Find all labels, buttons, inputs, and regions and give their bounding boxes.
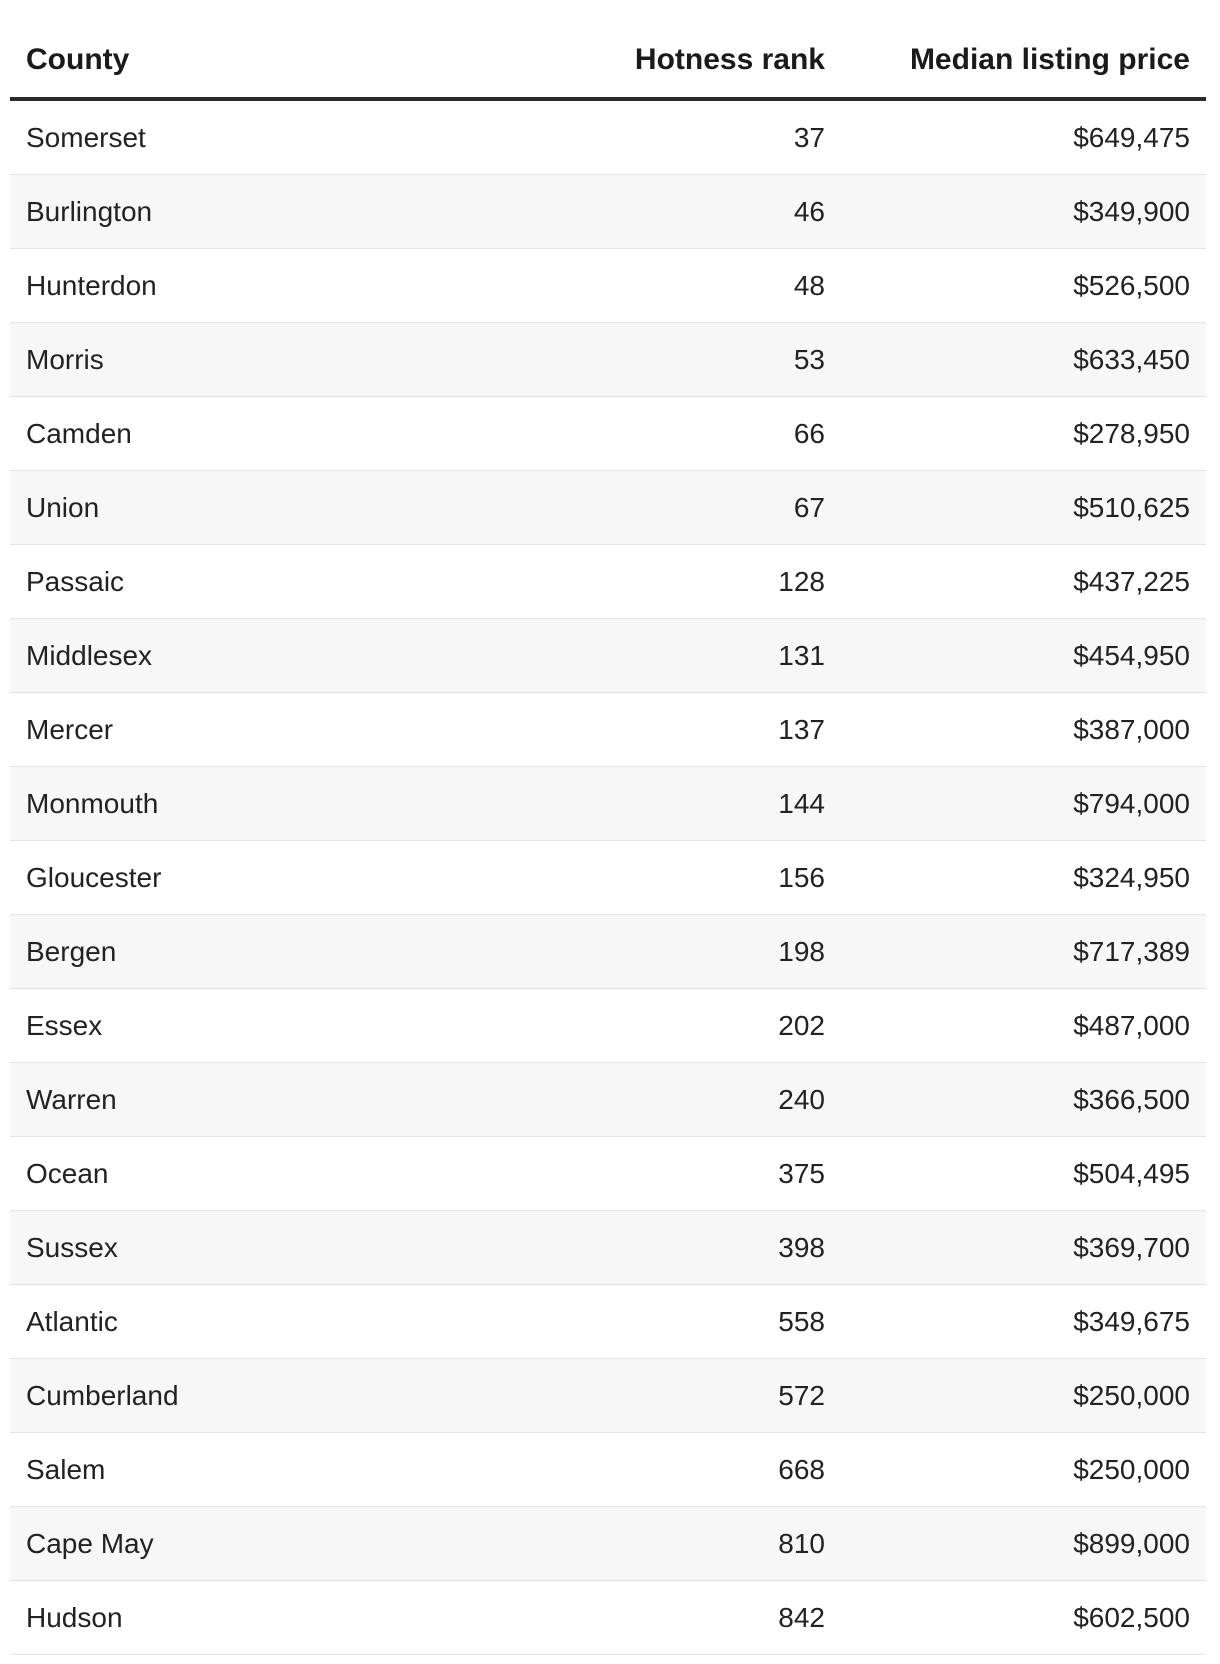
median-listing-price-cell: $250,000 bbox=[841, 1359, 1206, 1433]
table-row bbox=[10, 1063, 1206, 1137]
median-listing-price-cell: $602,500 bbox=[841, 1581, 1206, 1655]
county-cell: Essex bbox=[10, 989, 430, 1063]
median-listing-price-cell: $899,000 bbox=[841, 1507, 1206, 1581]
table-row bbox=[10, 989, 1206, 1063]
hotness-rank-cell: 198 bbox=[430, 915, 841, 989]
county-cell: Hunterdon bbox=[10, 249, 430, 323]
table-row bbox=[10, 323, 1206, 397]
county-cell: Monmouth bbox=[10, 767, 430, 841]
county-cell: Somerset bbox=[10, 99, 430, 175]
header-hotness-rank: Hotness rank bbox=[430, 22, 841, 99]
hotness-rank-cell: 842 bbox=[430, 1581, 841, 1655]
county-cell: Union bbox=[10, 471, 430, 545]
county-table-container bbox=[10, 22, 1206, 1655]
county-cell: Hudson bbox=[10, 1581, 430, 1655]
hotness-rank-cell: 46 bbox=[430, 175, 841, 249]
table-row bbox=[10, 1507, 1206, 1581]
county-cell: Cumberland bbox=[10, 1359, 430, 1433]
county-cell: Mercer bbox=[10, 693, 430, 767]
hotness-rank-cell: 66 bbox=[430, 397, 841, 471]
county-cell: Ocean bbox=[10, 1137, 430, 1211]
hotness-rank-cell: 137 bbox=[430, 693, 841, 767]
median-listing-price-cell: $504,495 bbox=[841, 1137, 1206, 1211]
hotness-rank-cell: 156 bbox=[430, 841, 841, 915]
median-listing-price-cell: $278,950 bbox=[841, 397, 1206, 471]
median-listing-price-cell: $369,700 bbox=[841, 1211, 1206, 1285]
table-row bbox=[10, 397, 1206, 471]
median-listing-price-cell: $454,950 bbox=[841, 619, 1206, 693]
median-listing-price-cell: $526,500 bbox=[841, 249, 1206, 323]
median-listing-price-cell: $649,475 bbox=[841, 99, 1206, 175]
county-cell: Morris bbox=[10, 323, 430, 397]
hotness-rank-cell: 375 bbox=[430, 1137, 841, 1211]
median-listing-price-cell: $366,500 bbox=[841, 1063, 1206, 1137]
hotness-rank-cell: 144 bbox=[430, 767, 841, 841]
hotness-rank-cell: 572 bbox=[430, 1359, 841, 1433]
county-cell: Burlington bbox=[10, 175, 430, 249]
hotness-rank-cell: 202 bbox=[430, 989, 841, 1063]
header-median-listing-price: Median listing price bbox=[841, 22, 1206, 99]
table-row bbox=[10, 545, 1206, 619]
median-listing-price-cell: $794,000 bbox=[841, 767, 1206, 841]
table-row bbox=[10, 175, 1206, 249]
hotness-rank-cell: 53 bbox=[430, 323, 841, 397]
hotness-rank-cell: 48 bbox=[430, 249, 841, 323]
hotness-rank-cell: 398 bbox=[430, 1211, 841, 1285]
county-table bbox=[10, 22, 1206, 1655]
county-cell: Middlesex bbox=[10, 619, 430, 693]
county-cell: Cape May bbox=[10, 1507, 430, 1581]
table-body bbox=[10, 99, 1206, 1655]
county-cell: Atlantic bbox=[10, 1285, 430, 1359]
table-row bbox=[10, 249, 1206, 323]
hotness-rank-cell: 810 bbox=[430, 1507, 841, 1581]
table-row bbox=[10, 767, 1206, 841]
county-cell: Gloucester bbox=[10, 841, 430, 915]
median-listing-price-cell: $349,675 bbox=[841, 1285, 1206, 1359]
median-listing-price-cell: $250,000 bbox=[841, 1433, 1206, 1507]
hotness-rank-cell: 37 bbox=[430, 99, 841, 175]
table-row bbox=[10, 1211, 1206, 1285]
table-row bbox=[10, 99, 1206, 175]
table-row bbox=[10, 915, 1206, 989]
hotness-rank-cell: 558 bbox=[430, 1285, 841, 1359]
county-cell: Salem bbox=[10, 1433, 430, 1507]
median-listing-price-cell: $487,000 bbox=[841, 989, 1206, 1063]
table-row bbox=[10, 1433, 1206, 1507]
table-row bbox=[10, 693, 1206, 767]
county-cell: Bergen bbox=[10, 915, 430, 989]
county-cell: Passaic bbox=[10, 545, 430, 619]
hotness-rank-cell: 128 bbox=[430, 545, 841, 619]
table-row bbox=[10, 1137, 1206, 1211]
table-row bbox=[10, 1285, 1206, 1359]
county-cell: Sussex bbox=[10, 1211, 430, 1285]
median-listing-price-cell: $349,900 bbox=[841, 175, 1206, 249]
median-listing-price-cell: $717,389 bbox=[841, 915, 1206, 989]
header-county: County bbox=[10, 22, 430, 99]
table-header bbox=[10, 22, 1206, 99]
hotness-rank-cell: 240 bbox=[430, 1063, 841, 1137]
median-listing-price-cell: $510,625 bbox=[841, 471, 1206, 545]
table-row bbox=[10, 1359, 1206, 1433]
table-row bbox=[10, 841, 1206, 915]
table-row bbox=[10, 471, 1206, 545]
table-row bbox=[10, 619, 1206, 693]
hotness-rank-cell: 131 bbox=[430, 619, 841, 693]
hotness-rank-cell: 668 bbox=[430, 1433, 841, 1507]
header-row bbox=[10, 22, 1206, 99]
county-cell: Warren bbox=[10, 1063, 430, 1137]
median-listing-price-cell: $324,950 bbox=[841, 841, 1206, 915]
hotness-rank-cell: 67 bbox=[430, 471, 841, 545]
table-row bbox=[10, 1581, 1206, 1655]
median-listing-price-cell: $633,450 bbox=[841, 323, 1206, 397]
median-listing-price-cell: $437,225 bbox=[841, 545, 1206, 619]
median-listing-price-cell: $387,000 bbox=[841, 693, 1206, 767]
county-cell: Camden bbox=[10, 397, 430, 471]
